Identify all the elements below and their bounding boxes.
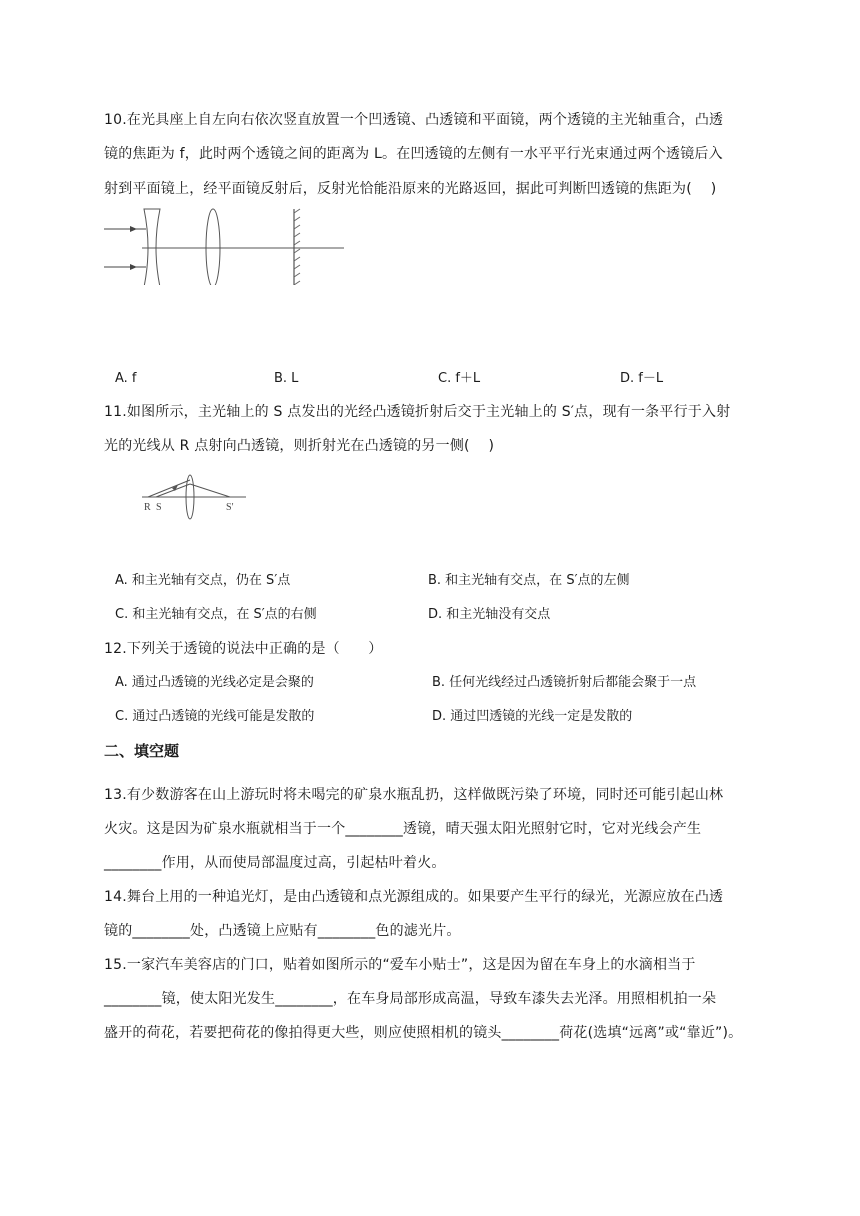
q10-line-3: 射到平面镜上，经平面镜反射后，反射光恰能沿原来的光路返回，据此可判断凹透镜的焦距为( ) xyxy=(104,181,717,197)
q15-line-2: ________镜，使太阳光发生________，在车身局部形成高温，导致车漆失去光泽。用照相机拍一朵 xyxy=(104,991,717,1007)
q14-line-1: 14.舞台上用的一种追光灯，是由凸透镜和点光源组成的。如果要产生平行的绿光，光源应放在凸透 xyxy=(104,889,724,905)
q10-option-a: A. f xyxy=(115,371,137,386)
label-s-prime: S′ xyxy=(226,502,234,513)
q10-line-2: 镜的焦距为 f，此时两个透镜之间的距离为 L。在凹透镜的左侧有一水平平行光束通过两个透镜后入 xyxy=(104,146,723,162)
q12-option-b: B. 任何光线经过凸透镜折射后都能会聚于一点 xyxy=(432,675,697,690)
q13-line-2: 火灾。这是因为矿泉水瓶就相当于一个________透镜，晴天强太阳光照射它时，它对光线会产生 xyxy=(104,821,702,837)
q15-line-1: 15.一家汽车美容店的门口，贴着如图所示的“爱车小贴士”，这是因为留在车身上的水滴相当于 xyxy=(104,957,696,973)
q10-option-c: C. f＋L xyxy=(438,371,481,386)
label-s: S xyxy=(156,502,162,513)
label-r: R xyxy=(144,502,151,513)
q11-option-b: B. 和主光轴有交点，在 S′点的左侧 xyxy=(428,573,630,588)
q11-option-d: D. 和主光轴没有交点 xyxy=(428,607,551,622)
section-heading: 二、填空题 xyxy=(104,742,180,760)
q10-option-b: B. L xyxy=(274,371,299,386)
q12-line-1: 12.下列关于透镜的说法中正确的是（ ） xyxy=(104,641,383,657)
q10-option-d: D. f－L xyxy=(620,371,664,386)
q11-option-c: C. 和主光轴有交点，在 S′点的右侧 xyxy=(115,607,317,622)
q11-option-a: A. 和主光轴有交点，仍在 S′点 xyxy=(115,573,291,588)
q12-option-c: C. 通过凸透镜的光线可能是发散的 xyxy=(115,709,315,724)
q13-line-1: 13.有少数游客在山上游玩时将未喝完的矿泉水瓶乱扔，这样做既污染了环境，同时还可能引起山林 xyxy=(104,787,724,803)
q11-line-2: 光的光线从 R 点射向凸透镜，则折射光在凸透镜的另一侧( ) xyxy=(104,438,495,454)
q10-optics-diagram xyxy=(100,205,350,285)
q15-line-3: 盛开的荷花，若要把荷花的像拍得更大些，则应使照相机的镜头________荷花(选填“远离”或“靠近”)。 xyxy=(104,1025,743,1041)
q11-lens-diagram xyxy=(140,472,250,522)
q11-line-1: 11.如图所示，主光轴上的 S 点发出的光经凸透镜折射后交于主光轴上的 S′点，现有一条平行于入射 xyxy=(104,404,731,420)
q14-line-2: 镜的________处，凸透镜上应贴有________色的滤光片。 xyxy=(104,923,461,939)
q13-line-3: ________作用，从而使局部温度过高，引起枯叶着火。 xyxy=(104,855,446,871)
q10-line-1: 10.在光具座上自左向右依次竖直放置一个凹透镜、凸透镜和平面镜，两个透镜的主光轴重合，凸透 xyxy=(104,112,724,128)
q12-option-a: A. 通过凸透镜的光线必定是会聚的 xyxy=(115,675,314,690)
q12-option-d: D. 通过凹透镜的光线一定是发散的 xyxy=(432,709,633,724)
